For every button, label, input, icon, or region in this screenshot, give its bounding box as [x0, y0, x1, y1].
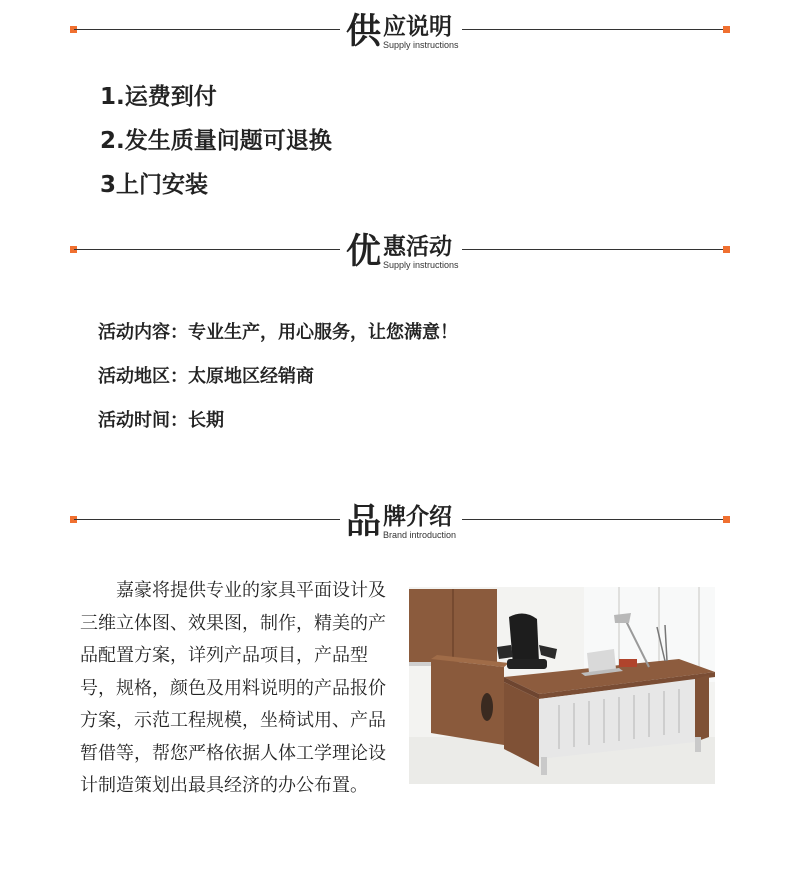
- header-subtitle: Brand introduction: [383, 530, 457, 540]
- header-title-first-char: 品: [346, 502, 381, 542]
- supply-item: 3上门安装: [100, 172, 209, 198]
- header-line-left: [74, 249, 340, 250]
- header-subtitle: Supply instructions: [383, 40, 459, 50]
- header-title-rest: 应说明: [383, 14, 452, 40]
- supply-item: 1.运费到付: [100, 84, 217, 110]
- header-title-rest: 牌介绍: [383, 504, 452, 530]
- promo-content: 活动内容：专业生产，用心服务，让您满意！: [98, 322, 458, 343]
- header-line-left: [74, 519, 340, 520]
- section-header-brand: [0, 502, 800, 542]
- header-title-rest: 惠活动: [383, 234, 452, 260]
- supply-item: 2.发生质量问题可退换: [100, 128, 332, 154]
- header-line-right: [462, 29, 726, 30]
- brand-introduction-text: 嘉豪将提供专业的家具平面设计及三维立体图、效果图，制作，精美的产品配置方案，详列产品项目，产品型号，规格，颜色及用料说明的产品报价方案，示范工程规模，坐椅试用、产品暂借等，帮您严格依据人体工学理论设计制造策划出最具经济的办公布置。: [80, 580, 386, 796]
- office-desk-photo: [409, 587, 715, 784]
- promo-time: 活动时间：长期: [98, 410, 224, 431]
- header-line-right: [462, 519, 726, 520]
- header-dot-right: [723, 26, 730, 33]
- header-dot-right: [723, 246, 730, 253]
- section-header-supply: [0, 12, 800, 52]
- promo-region: 活动地区：太原地区经销商: [98, 366, 314, 387]
- header-line-left: [74, 29, 340, 30]
- header-dot-right: [723, 516, 730, 523]
- header-title-first-char: 供: [346, 12, 381, 52]
- header-line-right: [462, 249, 726, 250]
- header-subtitle: Supply instructions: [383, 260, 459, 270]
- section-header-promo: [0, 232, 800, 272]
- header-title-first-char: 优: [346, 232, 381, 272]
